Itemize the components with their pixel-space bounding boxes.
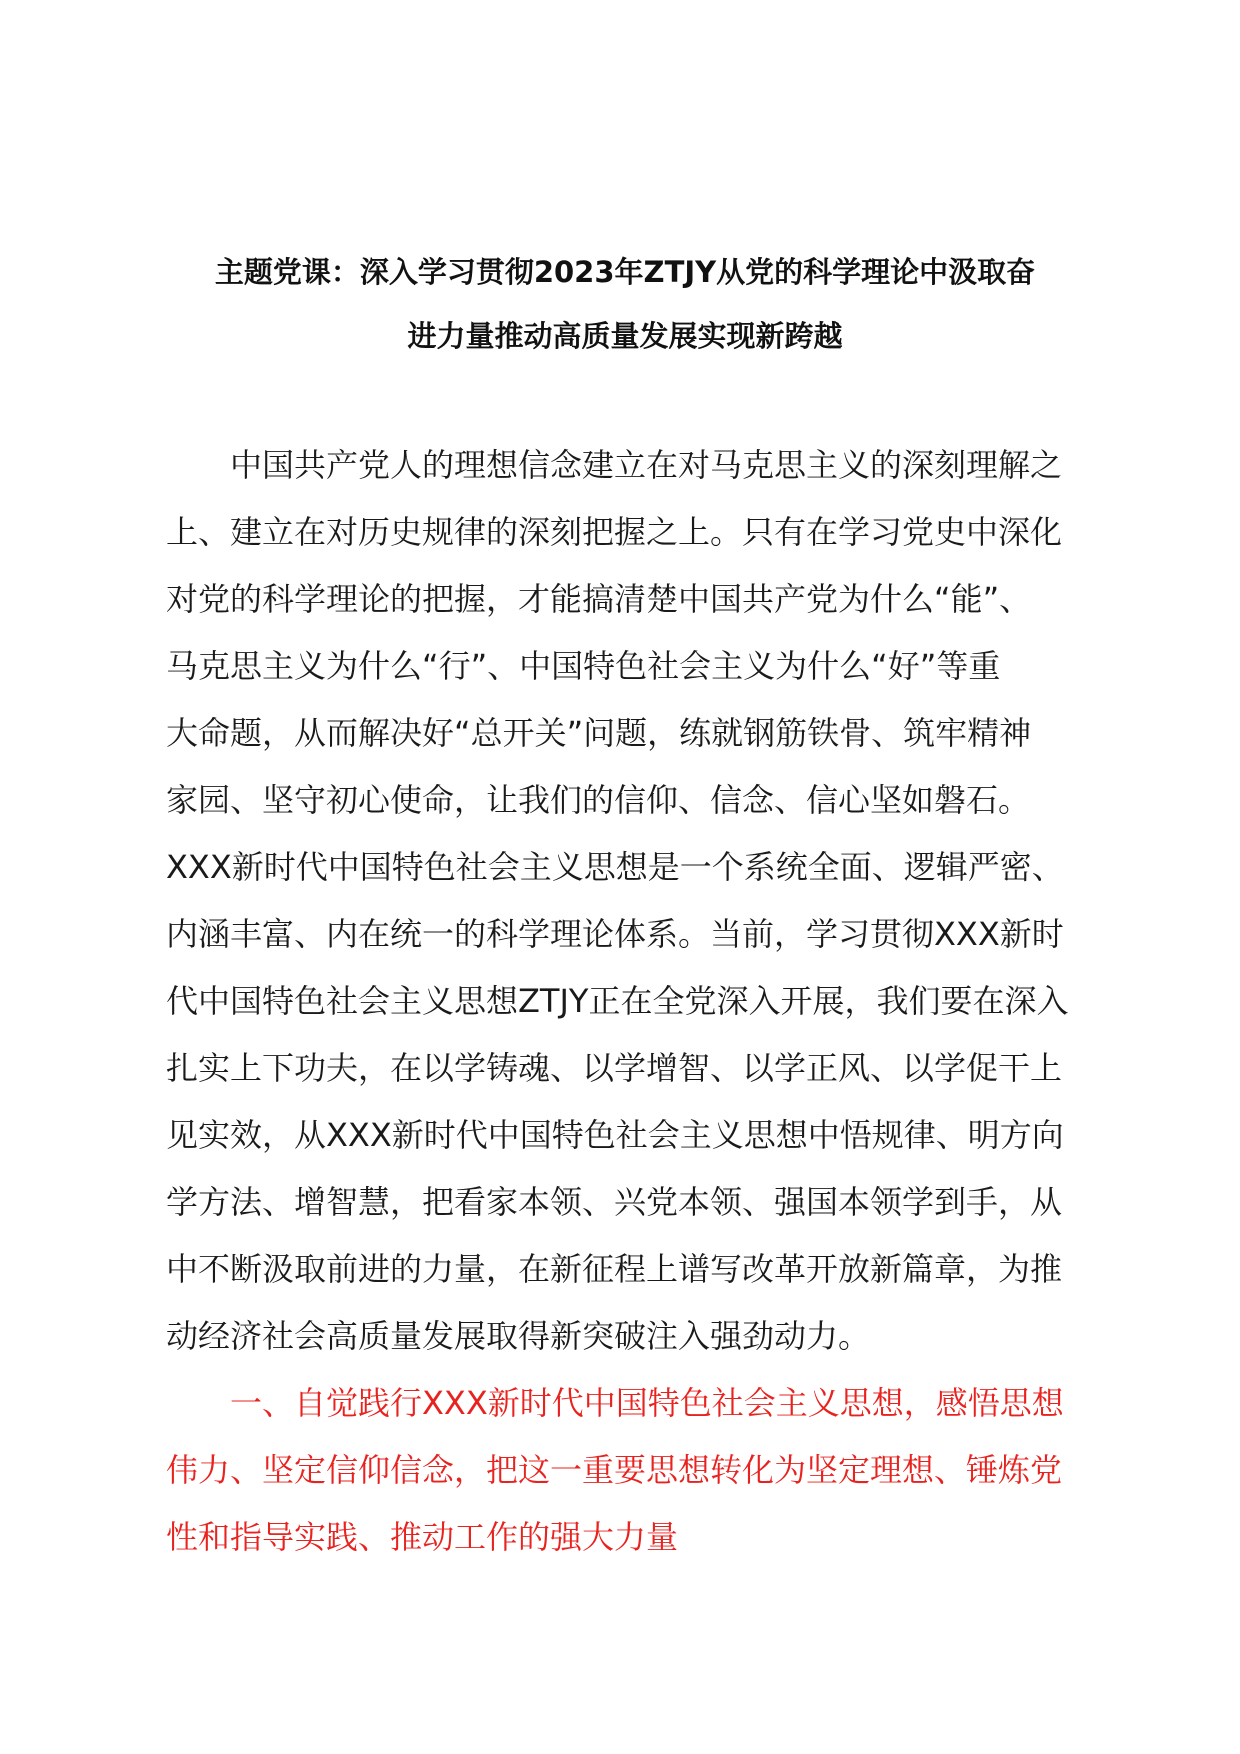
paragraph-line: 扎实上下功夫，在以学铸魂、以学增智、以学正风、以学促干上 (166, 1049, 1063, 1087)
paragraph-line: 内涵丰富、内在统一的科学理论体系。当前，学习贯彻XXX新时 (166, 915, 1064, 953)
section-heading-line: 性和指导实践、推动工作的强大力量 (166, 1518, 679, 1556)
section-heading-line: 伟力、坚定信仰信念，把这一重要思想转化为坚定理想、锤炼党 (166, 1451, 1063, 1489)
paragraph-line: 见实效，从XXX新时代中国特色社会主义思想中悟规律、明方向 (166, 1116, 1064, 1154)
section-heading-line: 一、自觉践行XXX新时代中国特色社会主义思想，感悟思想 (230, 1384, 1064, 1422)
paragraph-line: 对党的科学理论的把握，才能搞清楚中国共产党为什么“能”、 (166, 580, 1032, 618)
title-line-2: 进力量推动高质量发展实现新跨越 (407, 319, 843, 353)
document-title (150, 240, 1100, 368)
paragraph-line: 中不断汲取前进的力量，在新征程上谱写改革开放新篇章，为推 (166, 1250, 1063, 1288)
paragraph-line: 动经济社会高质量发展取得新突破注入强劲动力。 (166, 1317, 871, 1355)
paragraph-line: 学方法、增智慧，把看家本领、兴党本领、强国本领学到手，从 (166, 1183, 1063, 1221)
paragraph-line: XXX新时代中国特色社会主义思想是一个系统全面、逻辑严密、 (166, 848, 1064, 886)
paragraph-line: 马克思主义为什么“行”、中国特色社会主义为什么“好”等重 (166, 647, 1001, 685)
paragraph-line: 中国共产党人的理想信念建立在对马克思主义的深刻理解之 (230, 446, 1063, 484)
paragraph-line: 大命题，从而解决好“总开关”问题，练就钢筋铁骨、筑牢精神 (166, 714, 1032, 752)
document-body (166, 432, 1116, 1571)
paragraph-line: 家园、坚守初心使命，让我们的信仰、信念、信心坚如磐石。 (166, 781, 1031, 819)
title-line-1: 主题党课：深入学习贯彻2023年ZTJY从党的科学理论中汲取奋 (214, 255, 1036, 289)
paragraph-line: 代中国特色社会主义思想ZTJY正在全党深入开展，我们要在深入 (166, 982, 1069, 1020)
paragraph-line: 上、建立在对历史规律的深刻把握之上。只有在学习党史中深化 (166, 513, 1063, 551)
